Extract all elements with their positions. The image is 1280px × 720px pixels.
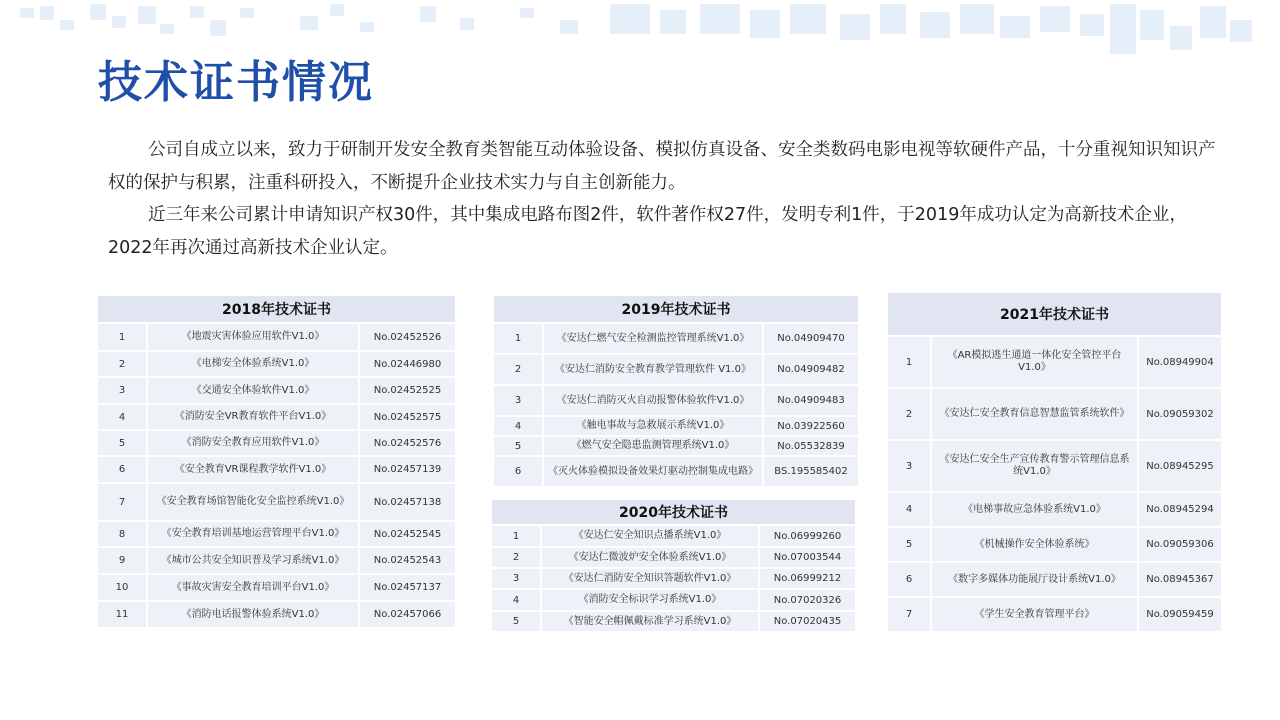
table-row [97, 574, 456, 601]
table-row [97, 601, 456, 628]
cert-index: 9 [97, 547, 147, 574]
cert-index: 2 [491, 547, 541, 568]
decor-block [460, 18, 474, 30]
table-row [887, 562, 1222, 597]
cert-name: 《安全教育场馆智能化安全监控系统V1.0》 [147, 483, 359, 521]
cert-name: 《安达仁安全教育信息智慧监管系统软件》 [931, 388, 1138, 440]
cert-index: 10 [97, 574, 147, 601]
cert-number: No.03922560 [763, 416, 859, 436]
cert-table-2020 [490, 498, 857, 633]
decor-block [210, 20, 226, 36]
cert-index: 7 [887, 597, 931, 632]
cert-index: 5 [887, 527, 931, 562]
cert-name: 《智能安全帽佩戴标准学习系统V1.0》 [541, 611, 759, 632]
cert-index: 6 [493, 456, 543, 487]
intro-paragraph-1: 公司自成立以来，致力于研制开发安全教育类智能互动体验设备、模拟仿真设备、安全类数码电影电视等软硬件产品，十分重视知识知识产权的保护与积累，注重科研投入，不断提升企业技术实力与自主创新能力。 [108, 140, 1216, 193]
decor-block [520, 8, 534, 18]
decor-block [330, 4, 344, 16]
cert-name: 《触电事故与急救展示系统V1.0》 [543, 416, 763, 436]
decor-block [560, 20, 578, 34]
table-row [491, 611, 856, 632]
decor-block [700, 4, 740, 34]
decor-block [960, 4, 994, 34]
cert-index: 4 [491, 589, 541, 611]
cert-index: 2 [97, 351, 147, 377]
decor-block [300, 16, 318, 30]
decor-block [1200, 6, 1226, 38]
decor-block [610, 4, 650, 34]
cert-name: 《安全教育培训基地运营管理平台V1.0》 [147, 521, 359, 547]
decor-block [20, 8, 34, 18]
cert-index: 3 [491, 568, 541, 589]
table-row [97, 483, 456, 521]
cert-index: 1 [491, 525, 541, 547]
decor-block [880, 4, 906, 34]
table-row [97, 351, 456, 377]
table-row [491, 568, 856, 589]
cert-number: No.08945294 [1138, 492, 1222, 527]
table-title: 2020年技术证书 [491, 499, 856, 525]
cert-index: 1 [493, 323, 543, 354]
table-row [887, 597, 1222, 632]
decor-block [660, 10, 686, 34]
decor-block [1080, 14, 1104, 36]
cert-number: No.05532839 [763, 436, 859, 456]
cert-name: 《电梯安全体验系统V1.0》 [147, 351, 359, 377]
cert-name: 《安达仁安全生产宣传教育警示管理信息系统V1.0》 [931, 440, 1138, 492]
cert-number: No.02452576 [359, 430, 456, 456]
table-title: 2019年技术证书 [493, 295, 859, 323]
cert-index: 5 [491, 611, 541, 632]
table-row [493, 354, 859, 385]
table-title: 2018年技术证书 [97, 295, 456, 323]
decor-block [1000, 16, 1030, 38]
decor-block [160, 24, 174, 34]
cert-name: 《数字多媒体功能展厅设计系统V1.0》 [931, 562, 1138, 597]
table-row [887, 492, 1222, 527]
cert-number: No.08949904 [1138, 336, 1222, 388]
decor-block [1170, 26, 1192, 50]
table-title: 2021年技术证书 [887, 292, 1222, 336]
cert-name: 《灭火体验模拟设备效果灯驱动控制集成电路》 [543, 456, 763, 487]
cert-name: 《地震灾害体验应用软件V1.0》 [147, 323, 359, 351]
decor-block [240, 8, 254, 18]
cert-number: No.06999260 [759, 525, 856, 547]
cert-name: 《机械操作安全体验系统》 [931, 527, 1138, 562]
cert-table-2018 [96, 294, 457, 629]
cert-number: No.04909470 [763, 323, 859, 354]
cert-index: 4 [97, 404, 147, 430]
table-row [97, 456, 456, 483]
cert-number: No.02457137 [359, 574, 456, 601]
cert-index: 11 [97, 601, 147, 628]
table-row [97, 404, 456, 430]
cert-index: 4 [887, 492, 931, 527]
decor-block [1230, 20, 1252, 42]
decor-block [920, 12, 950, 38]
cert-number: No.07020435 [759, 611, 856, 632]
cert-number: No.02457138 [359, 483, 456, 521]
table-row [887, 440, 1222, 492]
cert-number: No.04909482 [763, 354, 859, 385]
cert-name: 《消防安全标识学习系统V1.0》 [541, 589, 759, 611]
cert-name: 《安达仁消防安全知识答题软件V1.0》 [541, 568, 759, 589]
table-row [491, 525, 856, 547]
cert-number: No.02452575 [359, 404, 456, 430]
cert-name: 《安达仁消防灭火自动报警体验软件V1.0》 [543, 385, 763, 416]
decor-block [190, 6, 204, 18]
table-row [97, 521, 456, 547]
cert-number: No.09059302 [1138, 388, 1222, 440]
cert-name: 《安达仁消防安全教育教学管理软件 V1.0》 [543, 354, 763, 385]
cert-number: No.07020326 [759, 589, 856, 611]
table-row [97, 430, 456, 456]
cert-name: 《事故灾害安全教育培训平台V1.0》 [147, 574, 359, 601]
cert-index: 3 [887, 440, 931, 492]
cert-index: 8 [97, 521, 147, 547]
cert-name: 《交通安全体验软件V1.0》 [147, 377, 359, 404]
cert-number: BS.195585402 [763, 456, 859, 487]
page-title: 技术证书情况 [98, 57, 374, 108]
cert-number: No.02452525 [359, 377, 456, 404]
decor-block [360, 22, 374, 32]
cert-number: No.04909483 [763, 385, 859, 416]
cert-index: 6 [97, 456, 147, 483]
decor-block [90, 4, 106, 20]
cert-name: 《安达仁安全知识点播系统V1.0》 [541, 525, 759, 547]
table-row [493, 416, 859, 436]
decor-block [1110, 4, 1136, 54]
cert-number: No.08945367 [1138, 562, 1222, 597]
cert-number: No.09059306 [1138, 527, 1222, 562]
cert-number: No.02452543 [359, 547, 456, 574]
cert-index: 4 [493, 416, 543, 436]
table-row [97, 377, 456, 404]
cert-number: No.06999212 [759, 568, 856, 589]
cert-index: 1 [887, 336, 931, 388]
cert-number: No.02452545 [359, 521, 456, 547]
cert-index: 5 [97, 430, 147, 456]
cert-index: 5 [493, 436, 543, 456]
cert-name: 《城市公共安全知识普及学习系统V1.0》 [147, 547, 359, 574]
decor-block [1140, 10, 1164, 40]
cert-name: 《AR模拟逃生通道一体化安全管控平台V1.0》 [931, 336, 1138, 388]
decor-block [138, 6, 156, 24]
table-row [493, 385, 859, 416]
cert-table-2021 [886, 291, 1223, 633]
cert-name: 《燃气安全隐患监测管理系统V1.0》 [543, 436, 763, 456]
cert-number: No.02446980 [359, 351, 456, 377]
decor-block [1040, 6, 1070, 32]
cert-name: 《安达仁燃气安全检测监控管理系统V1.0》 [543, 323, 763, 354]
intro-text [108, 134, 1228, 264]
cert-name: 《安全教育VR课程教学软件V1.0》 [147, 456, 359, 483]
cert-number: No.02452526 [359, 323, 456, 351]
cert-table-2019 [492, 294, 860, 488]
table-row [887, 388, 1222, 440]
cert-name: 《消防电话报警体验系统V1.0》 [147, 601, 359, 628]
table-row [97, 323, 456, 351]
table-row [493, 456, 859, 487]
decor-block [420, 6, 436, 22]
cert-index: 2 [887, 388, 931, 440]
table-row [887, 336, 1222, 388]
decor-block [60, 20, 74, 30]
decor-block [840, 14, 870, 40]
cert-index: 2 [493, 354, 543, 385]
cert-index: 7 [97, 483, 147, 521]
decor-block [112, 16, 126, 28]
intro-paragraph-2: 近三年来公司累计申请知识产权30件，其中集成电路布图2件，软件著作权27件，发明专利1件，于2019年成功认定为高新技术企业，2022年再次通过高新技术企业认定。 [108, 205, 1187, 258]
decor-block [40, 6, 54, 20]
cert-number: No.02457066 [359, 601, 456, 628]
table-row [493, 436, 859, 456]
cert-name: 《电梯事故应急体验系统V1.0》 [931, 492, 1138, 527]
decor-block [750, 10, 780, 38]
cert-number: No.08945295 [1138, 440, 1222, 492]
table-row [491, 547, 856, 568]
cert-number: No.09059459 [1138, 597, 1222, 632]
cert-index: 3 [493, 385, 543, 416]
cert-name: 《消防安全VR教育软件平台V1.0》 [147, 404, 359, 430]
cert-number: No.02457139 [359, 456, 456, 483]
cert-name: 《消防安全教育应用软件V1.0》 [147, 430, 359, 456]
cert-name: 《学生安全教育管理平台》 [931, 597, 1138, 632]
decor-block [790, 4, 826, 34]
cert-index: 3 [97, 377, 147, 404]
table-row [491, 589, 856, 611]
table-row [97, 547, 456, 574]
cert-number: No.07003544 [759, 547, 856, 568]
table-row [493, 323, 859, 354]
table-row [887, 527, 1222, 562]
cert-index: 6 [887, 562, 931, 597]
cert-index: 1 [97, 323, 147, 351]
cert-name: 《安达仁微波炉安全体验系统V1.0》 [541, 547, 759, 568]
